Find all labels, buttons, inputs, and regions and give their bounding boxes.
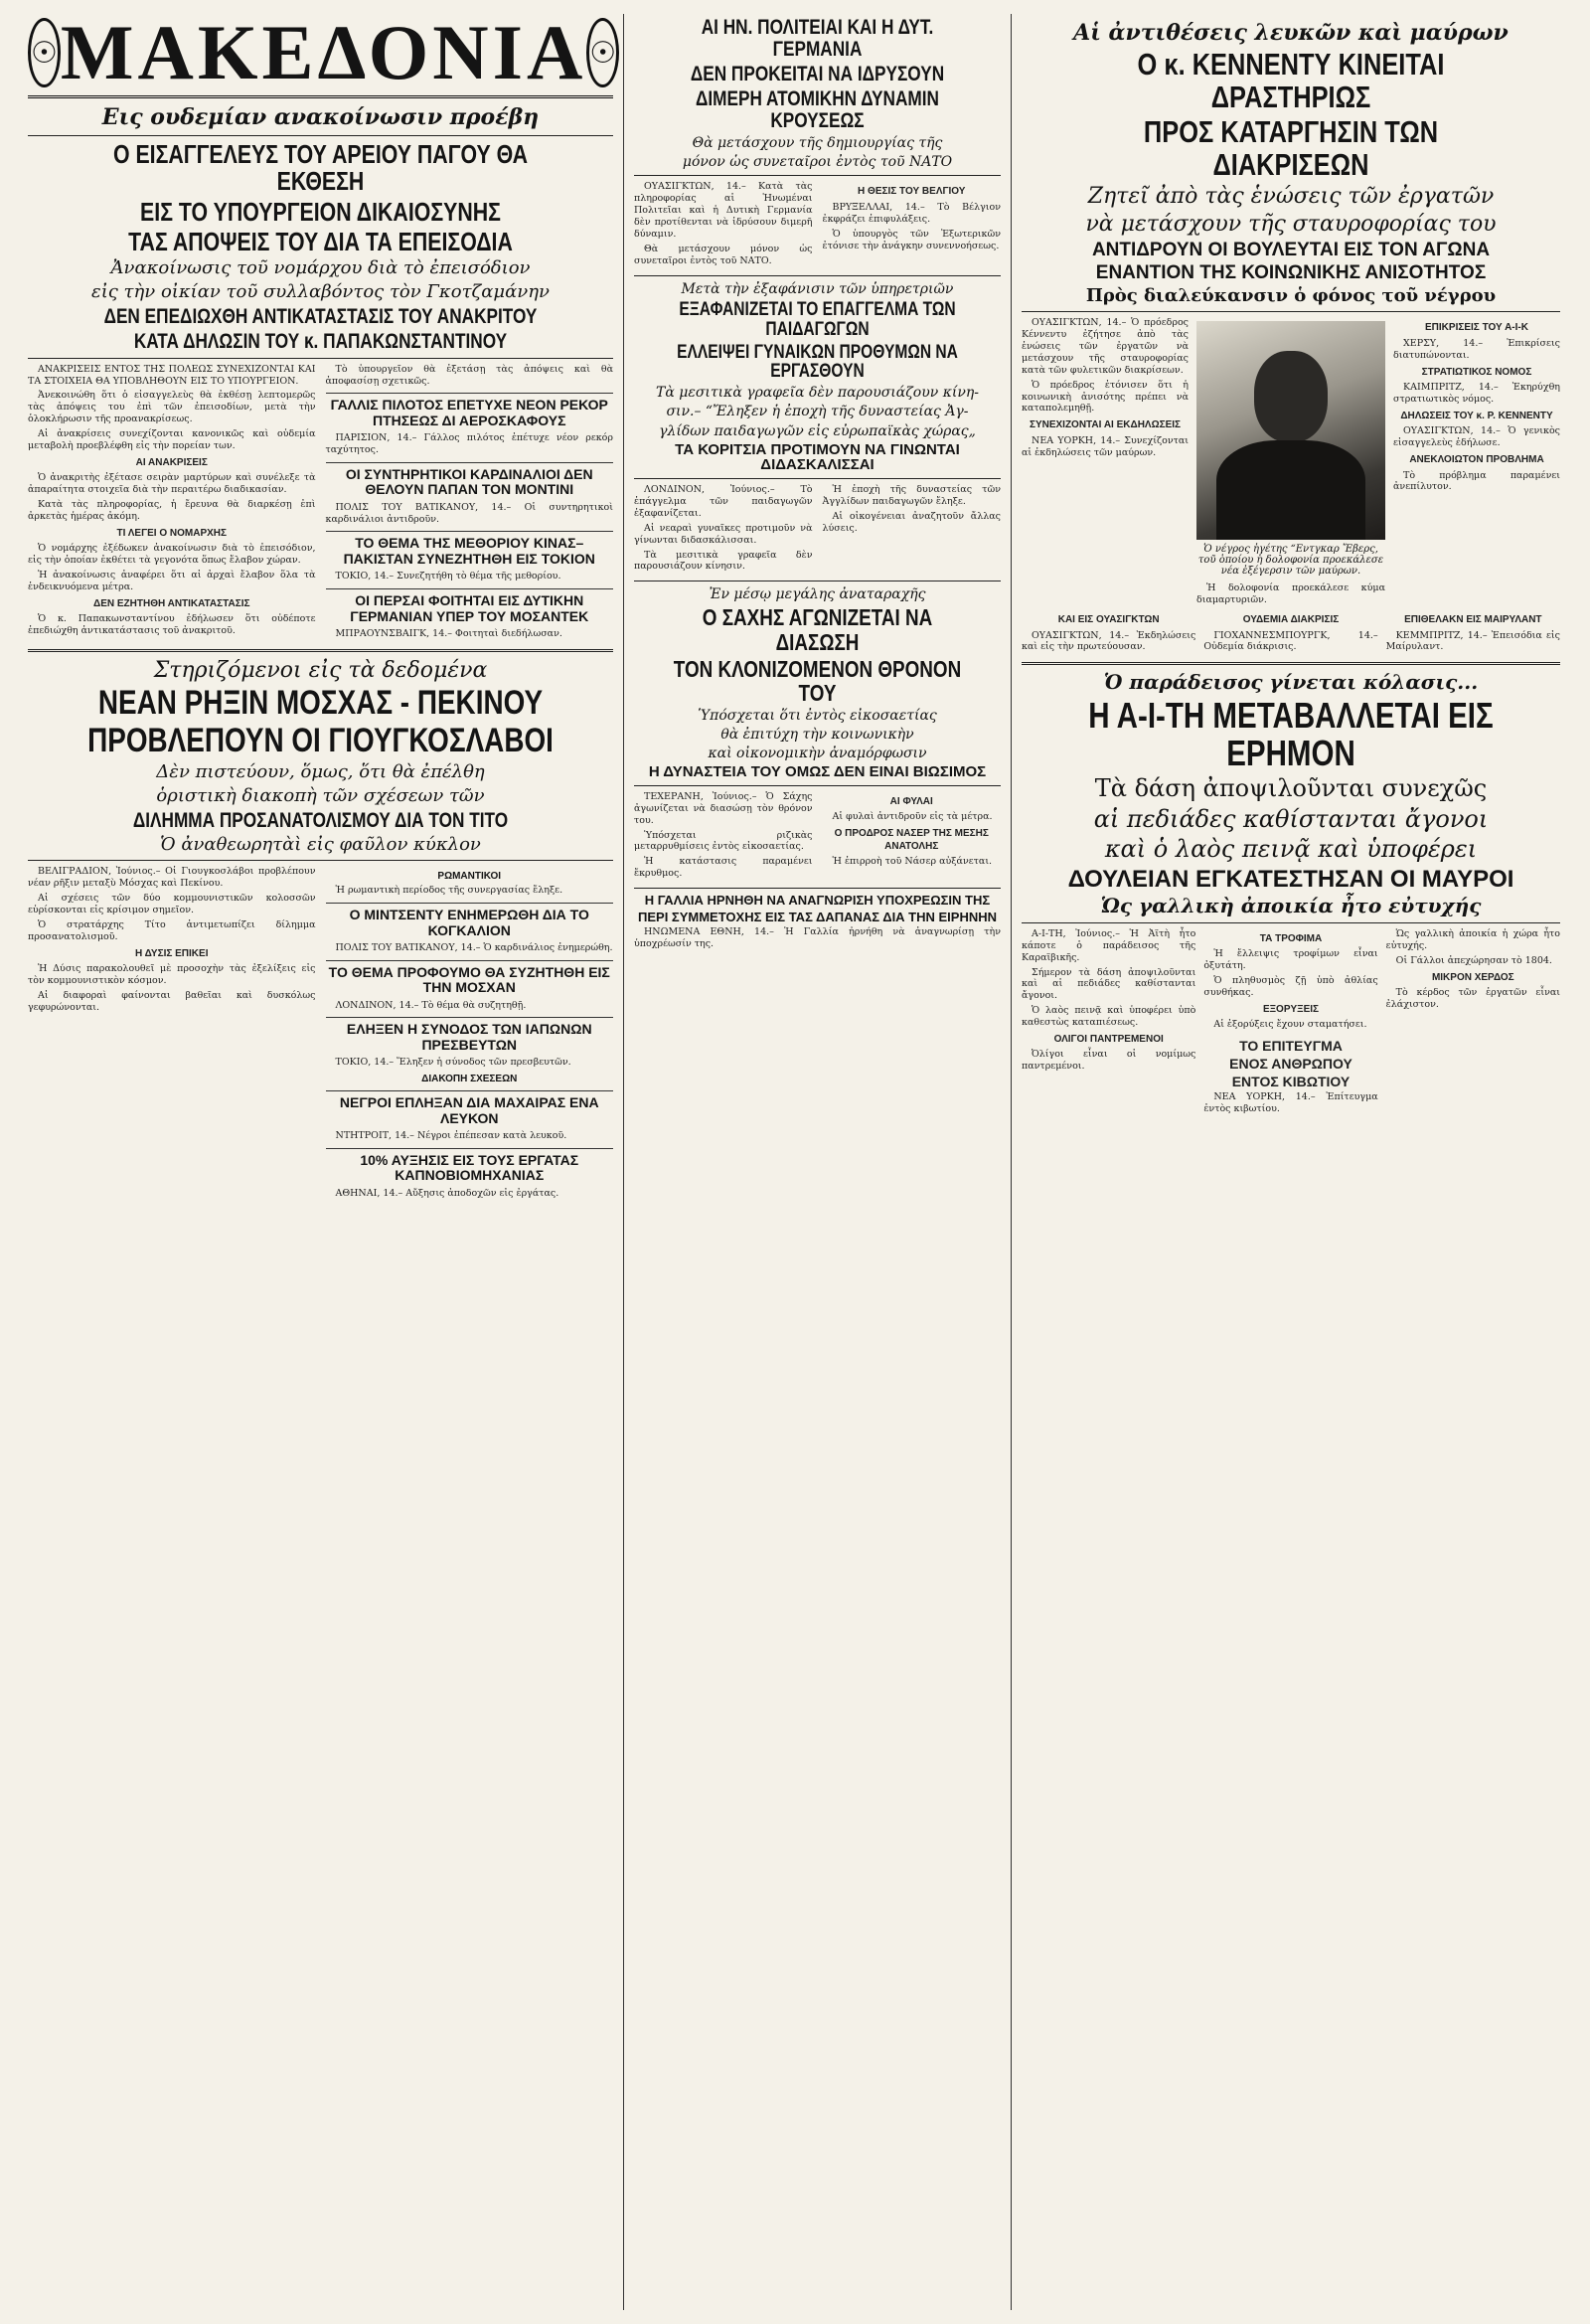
- column-left: [18, 14, 624, 2310]
- subheadline: Δὲν πιστεύουν, ὅμως, ὅτι θὰ ἐπέλθη: [156, 761, 485, 783]
- side-briefs: ΡΩΜΑΝΤΙΚΟΙ Ἡ ρωμαντικὴ περίοδος τῆς συνεργασίας ἔληξε. Ο ΜΙΝΤΣΕΝΤΥ ΕΝΗΜΕΡΩΘΗ ΔΙΑ ΤΟ ΚΟΓΚΑΛΙΟΝ ΠΟΛΙΣ ΤΟΥ ΒΑΤΙΚΑΝΟΥ, 14.– Ὁ καρδινάλιος ἐνημερώθη. ΤΟ ΘΕΜΑ ΠΡΟΦΟΥΜΟ ΘΑ ΣΥΖΗΤΗΘΗ ΕΙΣ ΤΗΝ ΜΟΣΧΑΝ ΛΟΝΔΙΝΟΝ, 14.– Τὸ θέμα θὰ συζητηθῇ. ΕΛΗΞΕΝ Η ΣΥΝΟΔΟΣ ΤΩΝ ΙΑΠΩΝΩΝ ΠΡΕΣΒΕΥΤΩΝ ΤΟΚΙΟ, 14.– Ἔληξεν ἡ σύνοδος τῶν πρεσβευτῶν. ΔΙΑΚΟΠΗ ΣΧΕΣΕΩΝ ΝΕΓΡΟΙ ΕΠΛΗΞΑΝ ΔΙΑ ΜΑΧΑΙΡΑΣ ΕΝΑ ΛΕΥΚΟΝ ΝΤΗΤΡΟΙΤ, 14.– Νέγροι ἐπέπεσαν κατὰ λευκοῦ. 10% ΑΥΞΗΣΙΣ ΕΙΣ ΤΟΥΣ ΕΡΓΑΤΑΣ ΚΑΠΝΟΒΙΟΜΗΧΑΝΙΑΣ ΑΘΗΝΑΙ, 14.– Αὔξησις ἀποδοχῶν εἰς ἐργάτας.: [326, 866, 614, 1202]
- seal-icon: ☉: [28, 18, 61, 87]
- photo-block: Ὁ νέγρος ἡγέτης “Εντγκαρ Ἔβερς, τοῦ ὁποίου ἡ δολοφονία προεκάλεσε νέα ἐξέγερσιν τῶν μαύρων. Ἡ δολοφονία προεκάλεσε κύμα διαμαρτυριῶν.: [1196, 317, 1385, 609]
- kicker: Εις ουδεμίαν ανακοίνωσιν προέβη: [101, 104, 540, 130]
- subhead: ΤΙ ΛΕΓΕΙ Ο ΝΟΜΑΡΧΗΣ: [116, 527, 228, 539]
- subhead: ΡΩΜΑΝΤΙΚΟΙ: [437, 871, 502, 883]
- subheadline: Τὰ μεσιτικὰ γραφεῖα δὲν παρουσιάζουν κίνη-: [656, 385, 979, 402]
- article-body: Ἡ ἐποχὴ τῆς δυναστείας τῶν Ἀγγλίδων παιδαγωγῶν ἔληξε. Αἱ οἰκογένειαι ἀναζητοῦν ἄλλας λύσεις.: [822, 484, 1001, 534]
- seal-icon: ☉: [586, 18, 619, 87]
- headline-line: ΤΑΣ ΑΠΟΨΕΙΣ ΤΟΥ ΔΙΑ ΤΑ ΕΠΕΙΣΟΔΙΑ: [128, 226, 513, 256]
- headline-line: ΠΡΟΒΛΕΠΟΥΝ ΟΙ ΓΙΟΥΓΚΟΣΛΑΒΟΙ: [87, 722, 554, 760]
- subheadline: καὶ ὁ λαὸς πεινᾷ καὶ ὑποφέρει: [1104, 835, 1478, 864]
- subheadline: αἱ πεδιάδες καθίστανται ἄγονοι: [1093, 804, 1489, 833]
- subheadline: Ζητεῖ ἀπὸ τὰς ἑνώσεις τῶν ἐργατῶν: [1087, 184, 1495, 210]
- brief-headline: 10% ΑΥΞΗΣΙΣ ΕΙΣ ΤΟΥΣ ΕΡΓΑΤΑΣ ΚΑΠΝΟΒΙΟΜΗΧΑΝΙΑΣ: [326, 1148, 614, 1184]
- article-body: ΤΕΧΕΡΑΝΗ, Ἰούνιος.– Ὁ Σάχης ἀγωνίζεται νὰ διασώσῃ τὸν θρόνον του. Ὑπόσχεται ριζικὰς μεταρρυθμίσεις ἐντὸς εἰκοσαετίας. Ἡ κατάστασις παραμένει ἔκρυθμος.: [634, 790, 813, 880]
- subheadline: θὰ ἐπιτύχη τὴν κοινωνικὴν: [720, 727, 914, 744]
- headline-line: ΕΝΤΟΣ ΚΙΒΩΤΙΟΥ: [1231, 1073, 1351, 1089]
- subhead: Η ΘΕΣΙΣ ΤΟΥ ΒΕΛΓΙΟΥ: [858, 186, 966, 198]
- kicker: Στηριζόμενοι εἰς τὰ δεδομένα: [153, 657, 488, 683]
- subhead: ΑΙ ΦΥΛΑΙ: [889, 795, 933, 807]
- brief-headline: ΤΟ ΘΕΜΑ ΤΗΣ ΜΕΘΟΡΙΟΥ ΚΙΝΑΣ–ΠΑΚΙΣΤΑΝ ΣΥΝΕΖΗΤΗΘΗ ΕΙΣ ΤΟΚΙΟΝ: [326, 531, 614, 567]
- photo-caption: Ὁ νέγρος ἡγέτης “Εντγκαρ Ἔβερς, τοῦ ὁποίου ἡ δολοφονία προεκάλεσε νέα ἐξέγερσιν τῶν μαύρων.: [1197, 544, 1384, 578]
- headline-line: ΝΕΑΝ ΡΗΞΙΝ ΜΟΣΧΑΣ - ΠΕΚΙΝΟΥ: [97, 683, 544, 722]
- article-body: ΛΟΝΔΙΝΟΝ, Ἰούνιος.– Τὸ ἐπάγγελμα τῶν παιδαγωγῶν ἐξαφανίζεται. Αἱ νεαραὶ γυναῖκες προτιμοῦν νὰ γίνωνται διδασκάλισσαι. Τὰ μεσιτικὰ γραφεῖα δὲν παρουσιάζουν κίνησιν.: [634, 484, 813, 573]
- kicker: Ἐν μέσῳ μεγάλης ἀναταραχῆς: [709, 586, 926, 603]
- subheadline: νὰ μετάσχουν τῆς σταυροφορίας του: [1085, 212, 1497, 238]
- subheadline: γλίδων παιδαγωγῶν εἰς εὐρωπαϊκὰς χώρας„: [659, 422, 976, 439]
- subhead: ΟΥΔΕΜΙΑ ΔΙΑΚΡΙΣΙΣ: [1242, 614, 1340, 626]
- subheadline: Ὁ ἀναθεωρητὰὶ εἰς φαῦλον κύκλον: [160, 833, 481, 855]
- article-columns: [28, 866, 613, 1202]
- headline-line: ΕΞΑΦΑΝΙΖΕΤΑΙ ΤΟ ΕΠΑΓΓΕΛΜΑ ΤΩΝ ΠΑΙΔΑΓΩΓΩΝ: [679, 298, 956, 340]
- article-body: ΒΕΛΙΓΡΑΔΙΟΝ, Ἰούνιος.– Οἱ Γιουγκοσλάβοι προβλέπουν νέαν ρῆξιν μεταξὺ Μόσχας καὶ Πεκίνου. Αἱ σχέσεις τῶν δύο κομμουνιστικῶν κολοσσῶν εὑρίσκονται εἰς κρίσιμον σημεῖον. Ὁ στρατάρχης Τίτο ἀντιμετωπίζει δίλημμα προσανατολισμοῦ. Η ΔΥΣΙΣ ΕΠΙΚΕΙ Ἡ Δύσις παρακολουθεῖ μὲ προσοχὴν τὰς ἐξελίξεις εἰς τὸν κομμουνιστικὸν κόσμον. Αἱ διαφοραὶ φαίνονται βαθεῖαι καὶ δυσκόλως γεφυρώνονται.: [28, 866, 316, 1013]
- column-middle: [624, 14, 1012, 2310]
- article-body: ΚΑΙ ΕΙΣ ΟΥΑΣΙΓΚΤΩΝ ΟΥΑΣΙΓΚΤΩΝ, 14.– Ἐκδηλώσεις καὶ εἰς τὴν πρωτεύουσαν.: [1022, 614, 1196, 653]
- article-columns: [634, 791, 1001, 883]
- subhead: ΣΤΡΑΤΙΩΤΙΚΟΣ ΝΟΜΟΣ: [1421, 366, 1532, 378]
- subhead: ΔΗΛΩΣΕΙΣ ΤΟΥ κ. Ρ. ΚΕΝΝΕΝΤΥ: [1400, 410, 1553, 421]
- kicker: Ὁ παράδεισος γίνεται κόλασις...: [1103, 670, 1479, 695]
- headline-line: ΕΛΛΕΙΨΕΙ ΓΥΝΑΙΚΩΝ ΠΡΟΘΥΜΩΝ ΝΑ ΕΡΓΑΣΘΟΥΝ: [677, 341, 958, 383]
- headline-line: Ο ΕΙΣΑΓΓΕΛΕΥΣ ΤΟΥ ΑΡΕΙΟΥ ΠΑΓΟΥ ΘΑ ΕΚΘΕΣΗ: [112, 139, 529, 197]
- masthead: [28, 14, 617, 98]
- brief-headline: ΟΙ ΠΕΡΣΑΙ ΦΟΙΤΗΤΑΙ ΕΙΣ ΔΥΤΙΚΗΝ ΓΕΡΜΑΝΙΑΝ ΥΠΕΡ ΤΟΥ ΜΟΣΑΝΤΕΚ: [326, 588, 614, 624]
- headline-line: ΚΑΤΑ ΔΗΛΩΣΙΝ ΤΟΥ κ. ΠΑΠΑΚΩΝΣΤΑΝΤΙΝΟΥ: [133, 329, 508, 353]
- headline-line: ΤΟ ΕΠΙΤΕΥΓΜΑ: [1239, 1038, 1343, 1055]
- headline-line: Η ΓΑΛΛΙΑ ΗΡΝΗΘΗ ΝΑ ΑΝΑΓΝΩΡΙΣΗ ΥΠΟΧΡΕΩΣΙΝ ΤΗΣ: [644, 893, 991, 909]
- subhead: ΜΙΚΡΟΝ ΧΕΡΔΟΣ: [1431, 971, 1514, 983]
- headline-line: ΔΕΝ ΕΠΕΔΙΩΧΘΗ ΑΝΤΙΚΑΤΑΣΤΑΣΙΣ ΤΟΥ ΑΝΑΚΡΙΤΟΥ: [103, 304, 538, 328]
- headline-line: ΑΙ ΗΝ. ΠΟΛΙΤΕΙΑΙ ΚΑΙ Η ΔΥΤ. ΓΕΡΜΑΝΙΑ: [701, 16, 934, 62]
- headline-line: Η ΔΥΝΑΣΤΕΙΑ ΤΟΥ ΟΜΩΣ ΔΕΝ ΕΙΝΑΙ ΒΙΩΣΙΜΟΣ: [648, 763, 987, 781]
- headline-line: ΔΕΝ ΠΡΟΚΕΙΤΑΙ ΝΑ ΙΔΡΥΣΟΥΝ: [690, 63, 945, 86]
- article-body: Η ΘΕΣΙΣ ΤΟΥ ΒΕΛΓΙΟΥ ΒΡΥΞΕΛΛΑΙ, 14.– Τὸ Βέλγιον ἐκφράζει ἐπιφυλάξεις. Ὁ ὑπουργὸς τῶν Ἐξωτερικῶν ἐτόνισε τὴν ἀνάγκην συνεννοήσεως.: [822, 186, 1001, 251]
- subhead: ΕΠΙΚΡΙΣΕΙΣ ΤΟΥ Α-Ι-Κ: [1425, 322, 1528, 334]
- article-columns: [28, 364, 613, 643]
- portrait-photo: [1196, 321, 1385, 540]
- subheadline: Ὑπόσχεται ὅτι ἐντὸς εἰκοσαετίας: [698, 707, 937, 724]
- subheadline: μόνον ὡς συνεταῖροι ἐντὸς τοῦ ΝΑΤΟ: [682, 154, 953, 171]
- kicker: Αἱ ἀντιθέσεις λευκῶν καὶ μαύρων: [1073, 20, 1509, 46]
- subhead: ΣΥΝΕΧΙΖΟΝΤΑΙ ΑΙ ΕΚΔΗΛΩΣΕΙΣ: [1029, 419, 1182, 431]
- headline-line: Η Α-Ι-ΤΗ ΜΕΤΑΒΑΛΛΕΤΑΙ ΕΙΣ ΕΡΗΜΟΝ: [1088, 695, 1494, 774]
- subhead: ΑΙ ΑΝΑΚΡΙΣΕΙΣ: [135, 456, 208, 468]
- brief-headline: ΓΑΛΛΙΣ ΠΙΛΟΤΟΣ ΕΠΕΤΥΧΕ ΝΕΟΝ ΡΕΚΟΡ ΠΤΗΣΕΩΣ ΔΙ ΑΕΡΟΣΚΑΦΟΥΣ: [326, 393, 614, 428]
- subhead: ΔΙΑΚΟΠΗ ΣΧΕΣΕΩΝ: [421, 1074, 518, 1085]
- article-body: ΟΥΔΕΜΙΑ ΔΙΑΚΡΙΣΙΣ ΓΙΟΧΑΝΝΕΣΜΠΟΥΡΓΚ, 14.– Οὐδεμία διάκρισις.: [1203, 614, 1378, 653]
- article-body: ΕΠΙΚΡΙΣΕΙΣ ΤΟΥ Α-Ι-Κ ΧΕΡΣΥ, 14.– Ἐπικρίσεις διατυπώνονται. ΣΤΡΑΤΙΩΤΙΚΟΣ ΝΟΜΟΣ ΚΑΙΜΠΡΙΤΖ, 14.– Ἐκηρύχθη στρατιωτικὸς νόμος. ΔΗΛΩΣΕΙΣ ΤΟΥ κ. Ρ. ΚΕΝΝΕΝΤΥ ΟΥΑΣΙΓΚΤΩΝ, 14.– Ὁ γενικὸς εἰσαγγελεὺς ἐδήλωσε. ΑΝΕΚΛΟΙΩΤΟΝ ΠΡΟΒΛΗΜΑ Τὸ πρόβλημα παραμένει ἀνεπίλυτον.: [1393, 322, 1560, 493]
- headline-line: ΕΝΟΣ ΑΝΘΡΩΠΟΥ: [1229, 1055, 1352, 1072]
- article-body: ΑΝΑΚΡΙΣΕΙΣ ΕΝΤΟΣ ΤΗΣ ΠΟΛΕΩΣ ΣΥΝΕΧΙΖΟΝΤΑΙ ΚΑΙ ΤΑ ΣΤΟΙΧΕΙΑ ΘΑ ΥΠΟΒΛΗΘΟΥΝ ΕΙΣ ΤΟ ΥΠΟΥΡΓΕΙΟΝ. Ἀνεκοινώθη ὅτι ὁ εἰσαγγελεὺς θὰ ἐκθέσῃ λεπτομερῶς τὰς ἀπόψεις του ἐπὶ τῶν ἐπεισοδίων, μετὰ τὴν ὁλοκλήρωσιν τῆς προανακρίσεως. Αἱ ἀνακρίσεις συνεχίζονται κανονικῶς καὶ οὐδεμία μεταβολὴ προεβλέφθη εἰς τὴν πορείαν των. ΑΙ ΑΝΑΚΡΙΣΕΙΣ Ὁ ἀνακριτὴς ἐξέτασε σειρὰν μαρτύρων καὶ συνέλεξε τὰ ἀπαραίτητα στοιχεῖα διὰ τὴν περαιτέρω διαδικασίαν. Κατὰ τὰς πληροφορίας, ἡ ἔρευνα θὰ διαρκέσῃ ἐπὶ ἀρκετὰς ἡμέρας ἀκόμη. ΤΙ ΛΕΓΕΙ Ο ΝΟΜΑΡΧΗΣ Ὁ νομάρχης ἐξέδωκεν ἀνακοίνωσιν διὰ τὸ ἐπεισόδιον, εἰς τὴν ὁποίαν ἐκθέτει τὰ γεγονότα ὅπως ἔλαβον χώραν. Ἡ ἀνακοίνωσις ἀναφέρει ὅτι αἱ ἀρχαὶ ἔλαβον ὅλα τὰ ἐνδεικνυόμενα μέτρα. ΔΕΝ ΕΖΗΤΗΘΗ ΑΝΤΙΚΑΤΑΣΤΑΣΙΣ Ὁ κ. Παπακωνσταντίνου ἐδήλωσεν ὅτι οὐδέποτε ἐπεδιώχθη ἀντικατάστασις τοῦ ἀνακριτοῦ.: [28, 363, 316, 637]
- subheadline: Ἀνακοίνωσις τοῦ νομάρχου διὰ τὸ ἐπεισόδιον: [110, 257, 531, 279]
- subhead: ΤΑ ΤΡΟΦΙΜΑ: [1259, 932, 1323, 944]
- subhead: ΕΞΟΡΥΞΕΙΣ: [1262, 1003, 1320, 1015]
- article-body: ΕΠΙΘΕΛΑΚΝ ΕΙΣ ΜΑΙΡΥΛΑΝΤ ΚΕΜΜΠΡΙΤΖ, 14.– Ἐπεισόδια εἰς Μαίρυλαντ.: [1385, 614, 1560, 653]
- article-columns: [634, 181, 1001, 269]
- headline-line: ΤΟΝ ΚΛΟΝΙΖΟΜΕΝΟΝ ΘΡΟΝΟΝ ΤΟΥ: [673, 655, 962, 706]
- subhead: Η ΔΥΣΙΣ ΕΠΙΚΕΙ: [135, 947, 209, 959]
- subhead: ΕΠΙΘΕΛΑΚΝ ΕΙΣ ΜΑΙΡΥΛΑΝΤ: [1404, 614, 1542, 626]
- subhead: Ο ΠΡΟΔΡΟΣ ΝΑΣΕΡ ΤΗΣ ΜΕΣΗΣ ΑΝΑΤΟΛΗΣ: [834, 828, 989, 852]
- subheadline: ὁριστικὴ διακοπὴ τῶν σχέσεων τῶν: [156, 784, 485, 806]
- subhead: ΟΛΙΓΟΙ ΠΑΝΤΡΕΜΕΝΟΙ: [1053, 1033, 1164, 1045]
- article-body: Α-Ι-ΤΗ, Ἰούνιος.– Ἡ Ἀϊτὴ ἦτο κάποτε ὁ παράδεισος τῆς Καραϊβικῆς. Σήμερον τὰ δάση ἀποψιλοῦνται καὶ αἱ πεδιάδες καθίστανται ἄγονοι. Ὁ λαὸς πεινᾷ καὶ ὑποφέρει ὑπὸ καθεστὼς καταπιέσεως. ΟΛΙΓΟΙ ΠΑΝΤΡΕΜΕΝΟΙ Ὀλίγοι εἶναι οἱ νομίμως παντρεμένοι.: [1022, 927, 1196, 1073]
- subheadline: εἰς τὴν οἰκίαν τοῦ συλλαβόντος τὸν Γκοτζαμάνην: [91, 280, 550, 302]
- article-body: ΗΝΩΜΕΝΑ ΕΘΝΗ, 14.– Ἡ Γαλλία ἠρνήθη νὰ ἀναγνωρίσῃ τὴν ὑποχρέωσίν της.: [634, 926, 1001, 950]
- article-columns: [1022, 317, 1560, 609]
- headline-line: ΔΟΥΛΕΙΑΝ ΕΓΚΑΤΕΣΤΗΣΑΝ ΟΙ ΜΑΥΡΟΙ: [1067, 865, 1514, 893]
- article-columns: [1022, 609, 1560, 656]
- article-body: Ὡς γαλλικὴ ἀποικία ἡ χώρα ἦτο εὐτυχής. Οἱ Γάλλοι ἀπεχώρησαν τὸ 1804. ΜΙΚΡΟΝ ΧΕΡΔΟΣ Τὸ κέρδος τῶν ἐργατῶν εἶναι ἐλάχιστον.: [1385, 927, 1560, 1010]
- subheadline: Ὡς γαλλικὴ ἀποικία ἦτο εὐτυχής: [1100, 893, 1482, 917]
- headline-line: ΔΙΜΕΡΗ ΑΤΟΜΙΚΗΝ ΔΥΝΑΜΙΝ ΚΡΟΥΣΕΩΣ: [695, 87, 939, 133]
- headline-line: ΠΕΡΙ ΣΥΜΜΕΤΟΧΗΣ ΕΙΣ ΤΑΣ ΔΑΠΑΝΑΣ ΔΙΑ ΤΗΝ ΕΙΡΗΝΗΝ: [637, 909, 998, 924]
- article-body: ΑΙ ΦΥΛΑΙ Αἱ φυλαὶ ἀντιδροῦν εἰς τὰ μέτρα. Ο ΠΡΟΔΡΟΣ ΝΑΣΕΡ ΤΗΣ ΜΕΣΗΣ ΑΝΑΤΟΛΗΣ Ἡ ἐπιρροὴ τοῦ Νάσερ αὐξάνεται.: [823, 791, 1002, 883]
- headline-line: ΔΙΛΗΜΜΑ ΠΡΟΣΑΝΑΤΟΛΙΣΜΟΥ ΔΙΑ ΤΟΝ ΤΙΤΟ: [132, 808, 509, 832]
- brief-headline: Ο ΜΙΝΤΣΕΝΤΥ ΕΝΗΜΕΡΩΘΗ ΔΙΑ ΤΟ ΚΟΓΚΑΛΙΟΝ: [326, 903, 614, 938]
- headline-line: ΑΝΤΙΔΡΟΥΝ ΟΙ ΒΟΥΛΕΥΤΑΙ ΕΙΣ ΤΟΝ ΑΓΩΝΑ: [1091, 239, 1491, 260]
- newspaper-title: ΜΑΚΕΔΟΝΙΑ: [60, 14, 587, 95]
- subhead: ΚΑΙ ΕΙΣ ΟΥΑΣΙΓΚΤΩΝ: [1057, 614, 1160, 626]
- subheadline: σιν.– “Ἔληξεν ἡ ἐποχὴ τῆς δυναστείας Ἀγ-: [666, 404, 969, 420]
- subhead: ΔΕΝ ΕΖΗΤΗΘΗ ΑΝΤΙΚΑΤΑΣΤΑΣΙΣ: [93, 597, 250, 609]
- subheadline: Πρὸς διαλεύκανσιν ὁ φόνος τοῦ νέγρου: [1085, 284, 1497, 306]
- brief-headline: ΤΟ ΘΕΜΑ ΠΡΟΦΟΥΜΟ ΘΑ ΣΥΖΗΤΗΘΗ ΕΙΣ ΤΗΝ ΜΟΣΧΑΝ: [326, 960, 614, 996]
- subheadline: καὶ οἰκονομικὴν ἀναμόρφωσιν: [708, 746, 927, 762]
- article-columns: [634, 484, 1001, 576]
- article-body: ΟΥΑΣΙΓΚΤΩΝ, 14.– Ὁ πρόεδρος Κέννεντυ ἐζήτησε ἀπὸ τὰς ἑνώσεις τῶν ἐργατῶν νὰ μετάσχουν τῆς σταυροφορίας κατὰ τῶν φυλετικῶν διακρίσεων. Ὁ πρόεδρος ἐτόνισεν ὅτι ἡ κοινωνικὴ ἀνισότης πρέπει νὰ καταπολεμηθῇ. ΣΥΝΕΧΙΖΟΝΤΑΙ ΑΙ ΕΚΔΗΛΩΣΕΙΣ ΝΕΑ ΥΟΡΚΗ, 14.– Συνεχίζονται αἱ ἐκδηλώσεις τῶν μαύρων.: [1022, 317, 1189, 458]
- subhead: ΑΝΕΚΛΟΙΩΤΟΝ ΠΡΟΒΛΗΜΑ: [1409, 454, 1544, 466]
- subheadline: Θὰ μετάσχουν τῆς δημιουργίας τῆς: [692, 135, 943, 152]
- headline-line: ΠΡΟΣ ΚΑΤΑΡΓΗΣΙΝ ΤΩΝ ΔΙΑΚΡΙΣΕΩΝ: [1143, 114, 1439, 182]
- brief-headline: ΝΕΓΡΟΙ ΕΠΛΗΞΑΝ ΔΙΑ ΜΑΧΑΙΡΑΣ ΕΝΑ ΛΕΥΚΟΝ: [326, 1090, 614, 1126]
- headline-line: ΕΙΣ ΤΟ ΥΠΟΥΡΓΕΙΟΝ ΔΙΚΑΙΟΣΥΝΗΣ: [140, 196, 501, 227]
- article-body: ΤΑ ΤΡΟΦΙΜΑ Ἡ ἔλλειψις τροφίμων εἶναι ὀξυτάτη. Ὁ πληθυσμὸς ζῇ ὑπὸ ἀθλίας συνθήκας. ΕΞΟΡΥΞΕΙΣ Αἱ ἐξορύξεις ἔχουν σταματήσει. ΤΟ ΕΠΙΤΕΥΓΜΑ ΕΝΟΣ ΑΝΘΡΩΠΟΥ ΕΝΤΟΣ ΚΙΒΩΤΙΟΥ ΝΕΑ ΥΟΡΚΗ, 14.– Ἐπίτευγμα ἐντὸς κιβωτίου.: [1203, 932, 1378, 1115]
- headline-line: ΤΑ ΚΟΡΙΤΣΙΑ ΠΡΟΤΙΜΟΥΝ ΝΑ ΓΙΝΩΝΤΑΙ ΔΙΔΑΣΚΑΛΙΣΣΑΙ: [675, 440, 960, 474]
- brief-headline: ΕΛΗΞΕΝ Η ΣΥΝΟΔΟΣ ΤΩΝ ΙΑΠΩΝΩΝ ΠΡΕΣΒΕΥΤΩΝ: [326, 1017, 614, 1053]
- kicker: Μετὰ τὴν ἐξαφάνισιν τῶν ὑπηρετριῶν: [681, 280, 954, 297]
- article-columns: [1022, 928, 1560, 1118]
- headline-line: ΕΝΑΝΤΙΟΝ ΤΗΣ ΚΟΙΝΩΝΙΚΗΣ ΑΝΙΣΟΤΗΤΟΣ: [1095, 261, 1487, 283]
- article-body: ΟΥΑΣΙΓΚΤΩΝ, 14.– Κατὰ τὰς πληροφορίας αἱ Ἡνωμέναι Πολιτεῖαι καὶ ἡ Δυτικὴ Γερμανία δὲν προτίθενται νὰ ἱδρύσουν διμερῆ δύναμιν. Θὰ μετάσχουν μόνον ὡς συνεταῖροι ἐντὸς τοῦ ΝΑΤΟ.: [634, 181, 813, 266]
- headline-line: Ο κ. ΚΕΝΝΕΝΤΥ ΚΙΝΕΙΤΑΙ ΔΡΑΣΤΗΡΙΩΣ: [1137, 47, 1445, 114]
- subheadline: Τὰ δάση ἀποψιλοῦνται συνεχῶς: [1094, 773, 1488, 802]
- headline-line: Ο ΣΑΧΗΣ ΑΓΩΝΙΖΕΤΑΙ ΝΑ ΔΙΑΣΩΣΗ: [702, 604, 933, 655]
- article-body: Τὸ ὑπουργεῖον θὰ ἐξετάσῃ τὰς ἀπόψεις καὶ θὰ ἀποφασίσῃ σχετικῶς.: [325, 363, 613, 387]
- column-right: [1012, 14, 1570, 2310]
- side-briefs: Τὸ ὑπουργεῖον θὰ ἐξετάσῃ τὰς ἀπόψεις καὶ θὰ ἀποφασίσῃ σχετικῶς. ΓΑΛΛΙΣ ΠΙΛΟΤΟΣ ΕΠΕΤΥΧΕ ΝΕΟΝ ΡΕΚΟΡ ΠΤΗΣΕΩΣ ΔΙ ΑΕΡΟΣΚΑΦΟΥΣ ΠΑΡΙΣΙΟΝ, 14.– Γάλλος πιλότος ἐπέτυχε νέον ρεκόρ ταχύτητος. ΟΙ ΣΥΝΤΗΡΗΤΙΚΟΙ ΚΑΡΔΙΝΑΛΙΟΙ ΔΕΝ ΘΕΛΟΥΝ ΠΑΠΑΝ ΤΟΝ ΜΟΝΤΙΝΙ ΠΟΛΙΣ ΤΟΥ ΒΑΤΙΚΑΝΟΥ, 14.– Οἱ συντηρητικοὶ καρδινάλιοι ἀντιδροῦν. ΤΟ ΘΕΜΑ ΤΗΣ ΜΕΘΟΡΙΟΥ ΚΙΝΑΣ–ΠΑΚΙΣΤΑΝ ΣΥΝΕΖΗΤΗΘΗ ΕΙΣ ΤΟΚΙΟΝ ΤΟΚΙΟ, 14.– Συνεζητήθη τὸ θέμα τῆς μεθορίου. ΟΙ ΠΕΡΣΑΙ ΦΟΙΤΗΤΑΙ ΕΙΣ ΔΥΤΙΚΗΝ ΓΕΡΜΑΝΙΑΝ ΥΠΕΡ ΤΟΥ ΜΟΣΑΝΤΕΚ ΜΠΡΑΟΥΝΣΒΑΙΓΚ, 14.– Φοιτηταὶ διεδήλωσαν.: [325, 363, 613, 639]
- brief-headline: ΟΙ ΣΥΝΤΗΡΗΤΙΚΟΙ ΚΑΡΔΙΝΑΛΙΟΙ ΔΕΝ ΘΕΛΟΥΝ ΠΑΠΑΝ ΤΟΝ ΜΟΝΤΙΝΙ: [326, 462, 614, 498]
